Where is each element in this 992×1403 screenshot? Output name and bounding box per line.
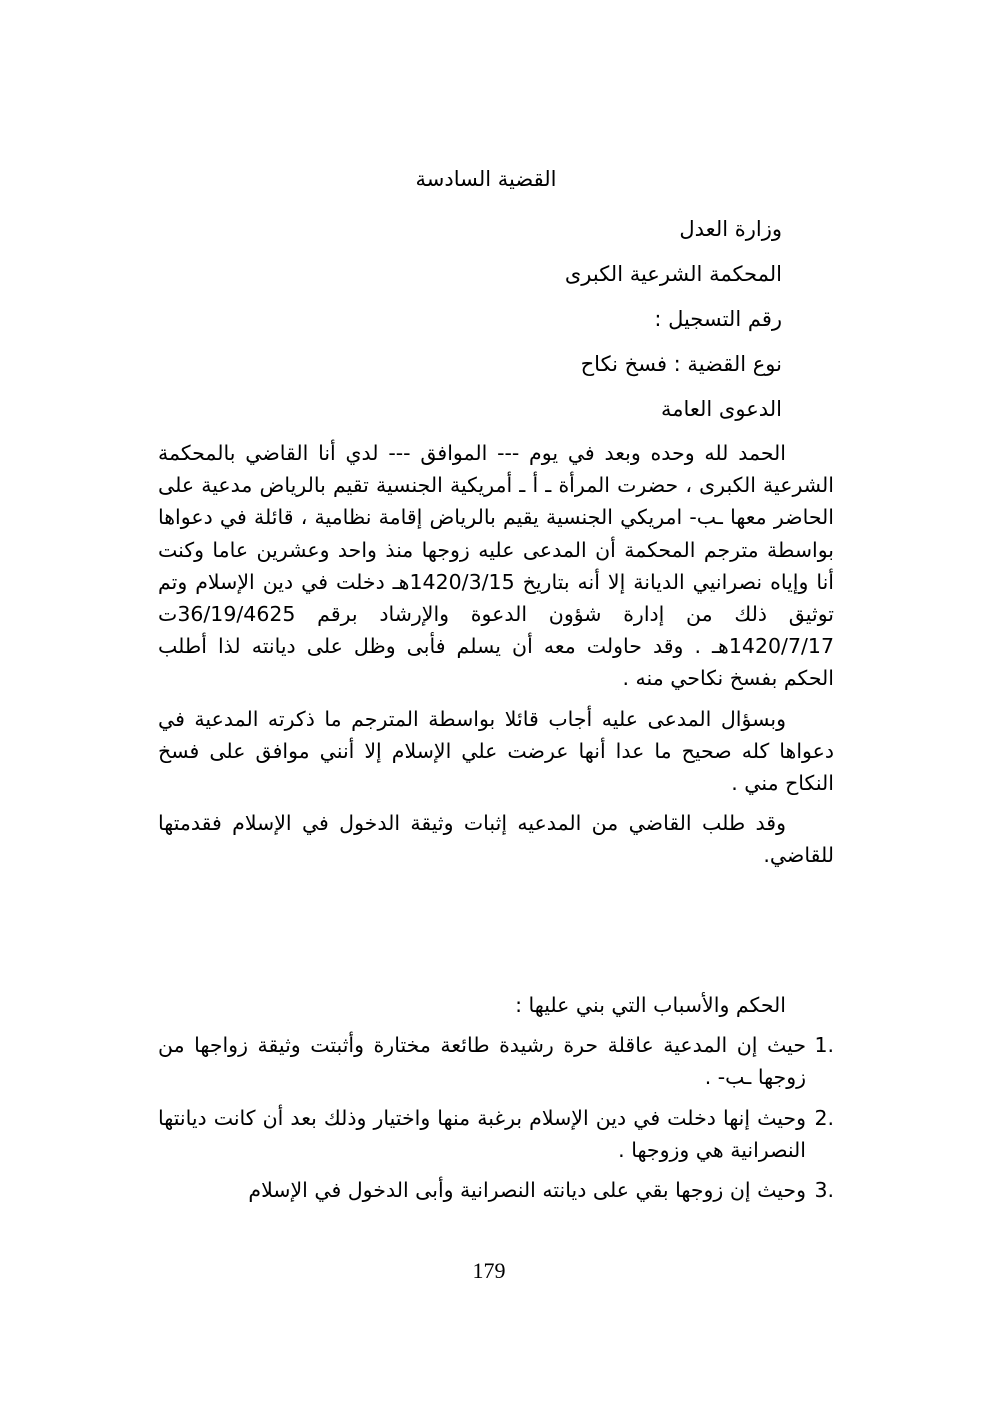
ministry-line: وزارة العدل (679, 217, 782, 241)
registration-line: رقم التسجيل : (654, 307, 782, 331)
evidence-paragraph: وقد طلب القاضي من المدعيه إثبات وثيقة الدخول في الإسلام فقدمتها للقاضي. (158, 811, 834, 868)
page-number: 179 (472, 1258, 506, 1283)
case-type-line: نوع القضية : فسخ نكاح (580, 352, 782, 376)
court-line: المحكمة الشرعية الكبرى (564, 262, 782, 286)
item-number: 1. (814, 1033, 834, 1058)
item-text: حيث إن المدعية عاقلة حرة رشيدة طائعة مختارة وأثبتت وثيقة زواجها من زوجها ـب- . (158, 1033, 806, 1090)
verdict-section (158, 989, 834, 1214)
verdict-reason-item (158, 1029, 834, 1093)
case-title: القضية السادسة (415, 167, 557, 191)
claim-paragraph: الحمد لله وحده وبعد في يوم --- الموافق --- لدي أنا القاضي بالمحكمة الشرعية الكبرى ، حضرت المرأة ـ أ ـ أمريكية الجنسية تقيم بالرياض مدعية على الحاضر معها ـب- امريكي الجنسية يقيم بالرياض إقامة نظامية ، قائلة في دعواها بواسطة مترجم المحكمة أن المدعى عليه زوجها منذ واحد وعشرين عاما وكنت أنا وإياه نصرانيي الديانة إلا أنه بتاريخ 1420/3/15هـ دخلت في دين الإسلام وتم توثيق ذلك من إدارة شؤون الدعوة والإرشاد برقم 36/19/4625ت 1420/7/17هـ . وقد حاولت معه أن يسلم فأبى وظل على ديانته لذا أطلب الحكم بفسخ نكاحي منه . (158, 441, 834, 691)
item-text: وحيث إنها دخلت في دين الإسلام برغبة منها واختيار وذلك بعد أن كانت ديانتها النصرانية هي وزوجها . (158, 1105, 806, 1162)
verdict-reasons-list (158, 1029, 834, 1206)
verdict-reason-item (158, 1174, 834, 1206)
verdict-heading: الحكم والأسباب التي بني عليها : (515, 993, 786, 1017)
claim-body (158, 437, 834, 880)
case-header (222, 213, 782, 438)
verdict-reason-item (158, 1102, 834, 1166)
item-text: وحيث إن زوجها بقي على ديانته النصرانية وأبى الدخول في الإسلام (248, 1178, 806, 1203)
item-number: 3. (814, 1178, 834, 1203)
defendant-response-paragraph: وبسؤال المدعى عليه أجاب قائلا بواسطة المترجم ما ذكرته المدعية في دعواها كله صحيح ما عدا أنها عرضت علي الإسلام إلا أنني موافق على فسخ النكاح مني . (158, 706, 834, 796)
item-number: 2. (814, 1105, 834, 1130)
claim-heading: الدعوى العامة (660, 397, 782, 421)
